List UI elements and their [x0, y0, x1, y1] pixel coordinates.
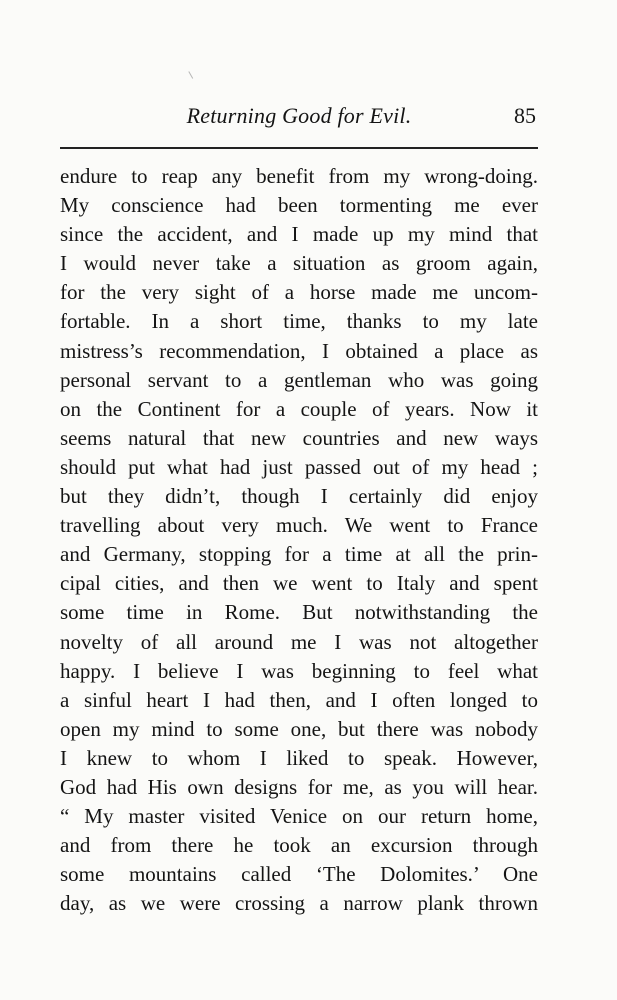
page-number: 85: [514, 103, 536, 128]
text-line: mistress’s recommendation, I obtained a place as: [60, 338, 538, 363]
body-text: [60, 162, 538, 918]
text-line: God had His own designs for me, as you will hear.: [60, 774, 538, 799]
text-line: fortable. In a short time, thanks to my late: [60, 309, 538, 334]
text-line: for the very sight of a horse made me uncom-: [60, 280, 538, 305]
header-rule: [60, 147, 538, 149]
text-line: “ My master visited Venice on our return home,: [60, 804, 538, 829]
text-line: but they didn’t, though I certainly did enjoy: [60, 484, 538, 509]
running-title: Returning Good for Evil.: [186, 103, 412, 128]
text-line: I knew to whom I liked to speak. However,: [60, 745, 538, 770]
text-line: a sinful heart I had then, and I often longed to: [60, 687, 538, 712]
text-line: I would never take a situation as groom again,: [60, 251, 538, 276]
text-line: on the Continent for a couple of years. Now it: [60, 396, 538, 421]
text-line: open my mind to some one, but there was nobody: [60, 716, 538, 741]
text-line: day, as we were crossing a narrow plank thrown: [60, 891, 538, 916]
text-line: personal servant to a gentleman who was going: [60, 367, 538, 392]
text-line: endure to reap any benefit from my wrong-doing.: [60, 164, 538, 188]
text-line: cipal cities, and then we went to Italy and spent: [60, 571, 538, 596]
text-line: novelty of all around me I was not altogether: [60, 629, 538, 654]
text-line: some mountains called ‘The Dolomites.’ One: [60, 862, 538, 887]
text-line: and Germany, stopping for a time at all the prin-: [60, 542, 538, 567]
text-line: happy. I believe I was beginning to feel what: [60, 658, 538, 683]
paper-mark: [188, 69, 196, 78]
text-line: some time in Rome. But notwithstanding the: [60, 600, 538, 625]
text-line: and from there he took an excursion through: [60, 833, 538, 858]
text-line: travelling about very much. We went to France: [60, 513, 538, 538]
text-line: My conscience had been tormenting me ever: [60, 193, 538, 218]
text-line: since the accident, and I made up my mind that: [60, 222, 538, 247]
text-line: should put what had just passed out of my head ;: [60, 454, 538, 479]
text-line: seems natural that new countries and new ways: [60, 425, 538, 450]
running-head: [60, 98, 538, 134]
